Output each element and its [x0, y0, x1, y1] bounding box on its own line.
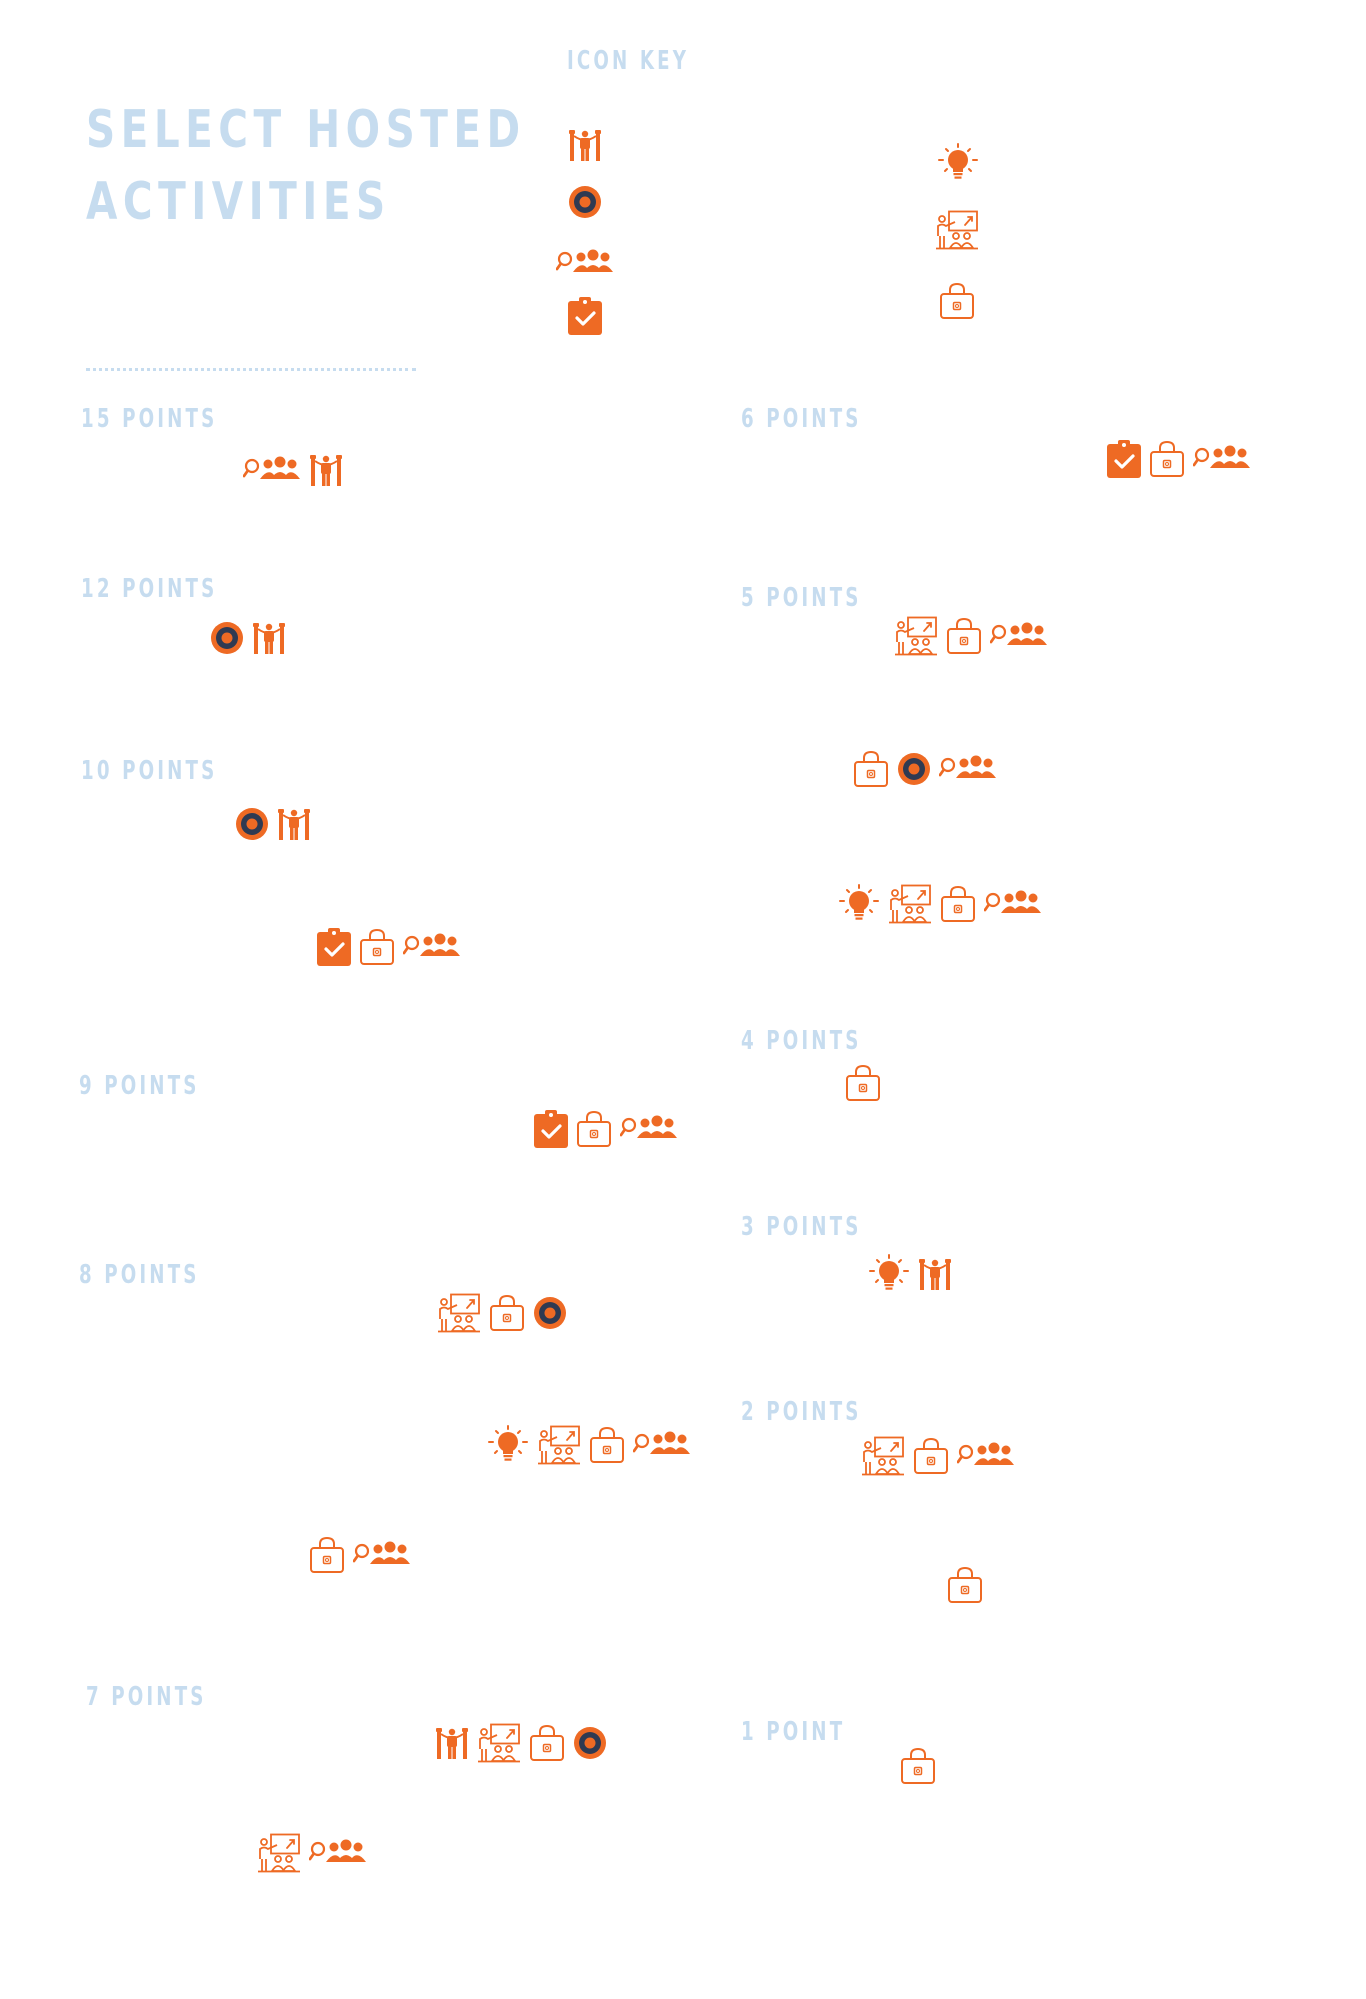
search-group-icon	[957, 1441, 1015, 1471]
bag-icon	[309, 1536, 345, 1574]
search-group-icon	[309, 1838, 367, 1868]
tier-12-group-1	[210, 620, 286, 656]
search-group-icon	[984, 889, 1042, 919]
tier-8-group-1	[437, 1293, 567, 1333]
teacher-class-icon	[437, 1293, 481, 1333]
bag-icon	[589, 1426, 625, 1464]
bag-icon	[939, 282, 975, 320]
clipboard-check-icon	[317, 928, 351, 966]
bag-icon	[576, 1110, 612, 1148]
tier-5-group-3	[838, 884, 1042, 924]
target-icon	[897, 752, 931, 786]
tier-5-label: 5 POINTS	[741, 583, 862, 613]
page-title-line-2: ACTIVITIES	[86, 172, 391, 232]
bag-icon	[489, 1294, 525, 1332]
clipboard-check-icon	[1107, 440, 1141, 478]
tier-5-group-2	[853, 750, 997, 788]
bag-icon	[529, 1724, 565, 1762]
teacher-class-icon	[477, 1723, 521, 1763]
bag-icon	[900, 1747, 936, 1785]
bag-icon	[947, 1566, 983, 1604]
bag-icon	[845, 1064, 881, 1102]
tier-3-label: 3 POINTS	[741, 1212, 862, 1242]
tier-10-group-2	[317, 928, 461, 966]
bag-icon	[853, 750, 889, 788]
teacher-class-icon	[257, 1833, 301, 1873]
tier-8-group-3	[309, 1536, 411, 1574]
tier-10-group-1	[235, 806, 311, 842]
target-icon	[573, 1726, 607, 1760]
bag-icon	[940, 885, 976, 923]
tier-3-group-1	[868, 1254, 952, 1294]
teacher-class-icon	[894, 616, 938, 656]
tier-4-label: 4 POINTS	[741, 1026, 862, 1056]
rope-barrier-icon	[277, 806, 311, 842]
lightbulb-icon	[868, 1254, 910, 1294]
tier-8-label: 8 POINTS	[79, 1260, 200, 1290]
tier-8-group-2	[487, 1425, 691, 1465]
tier-6-group-1	[1107, 440, 1251, 478]
search-group-icon	[243, 455, 301, 485]
tier-7-label: 7 POINTS	[86, 1682, 207, 1712]
tier-2-label: 2 POINTS	[741, 1397, 862, 1427]
lightbulb-icon	[838, 884, 880, 924]
bag-icon	[1149, 440, 1185, 478]
tier-7-group-2	[257, 1833, 367, 1873]
tier-9-group-1	[534, 1110, 678, 1148]
tier-7-group-1	[435, 1723, 607, 1763]
rope-barrier-icon	[435, 1725, 469, 1761]
clipboard-check-icon	[568, 297, 602, 335]
search-group-icon	[1193, 444, 1251, 474]
search-group-icon	[403, 932, 461, 962]
teacher-class-icon	[888, 884, 932, 924]
rope-barrier-icon	[568, 127, 602, 163]
bag-icon	[913, 1437, 949, 1475]
search-group-icon	[939, 754, 997, 784]
rope-barrier-icon	[252, 620, 286, 656]
search-group-icon	[633, 1430, 691, 1460]
tier-9-label: 9 POINTS	[79, 1071, 200, 1101]
tier-6-label: 6 POINTS	[741, 404, 862, 434]
tier-1-label: 1 POINT	[741, 1717, 846, 1747]
tier-5-group-1	[894, 616, 1048, 656]
tier-15-label: 15 POINTS	[81, 404, 218, 434]
bag-icon	[359, 928, 395, 966]
page-title	[86, 94, 526, 238]
teacher-class-icon	[935, 210, 979, 250]
clipboard-check-icon	[534, 1110, 568, 1148]
tier-12-label: 12 POINTS	[81, 574, 218, 604]
section-divider	[86, 368, 416, 371]
tier-15-group-1	[243, 452, 343, 488]
tier-4-group-1	[845, 1064, 881, 1102]
target-icon	[533, 1296, 567, 1330]
icon-key-heading: ICON KEY	[567, 46, 690, 76]
target-icon	[210, 621, 244, 655]
tier-2-group-1	[861, 1436, 1015, 1476]
tier-1-group-1	[900, 1747, 936, 1785]
rope-barrier-icon	[309, 452, 343, 488]
bag-icon	[946, 617, 982, 655]
tier-2-group-2	[947, 1566, 983, 1604]
page-title-line-1: SELECT HOSTED	[86, 100, 526, 160]
lightbulb-icon	[487, 1425, 529, 1465]
lightbulb-icon	[937, 143, 979, 183]
target-icon	[568, 185, 602, 219]
tier-10-label: 10 POINTS	[81, 756, 218, 786]
search-group-icon	[556, 248, 614, 278]
search-group-icon	[620, 1114, 678, 1144]
rope-barrier-icon	[918, 1256, 952, 1292]
teacher-class-icon	[861, 1436, 905, 1476]
teacher-class-icon	[537, 1425, 581, 1465]
search-group-icon	[353, 1540, 411, 1570]
target-icon	[235, 807, 269, 841]
search-group-icon	[990, 621, 1048, 651]
